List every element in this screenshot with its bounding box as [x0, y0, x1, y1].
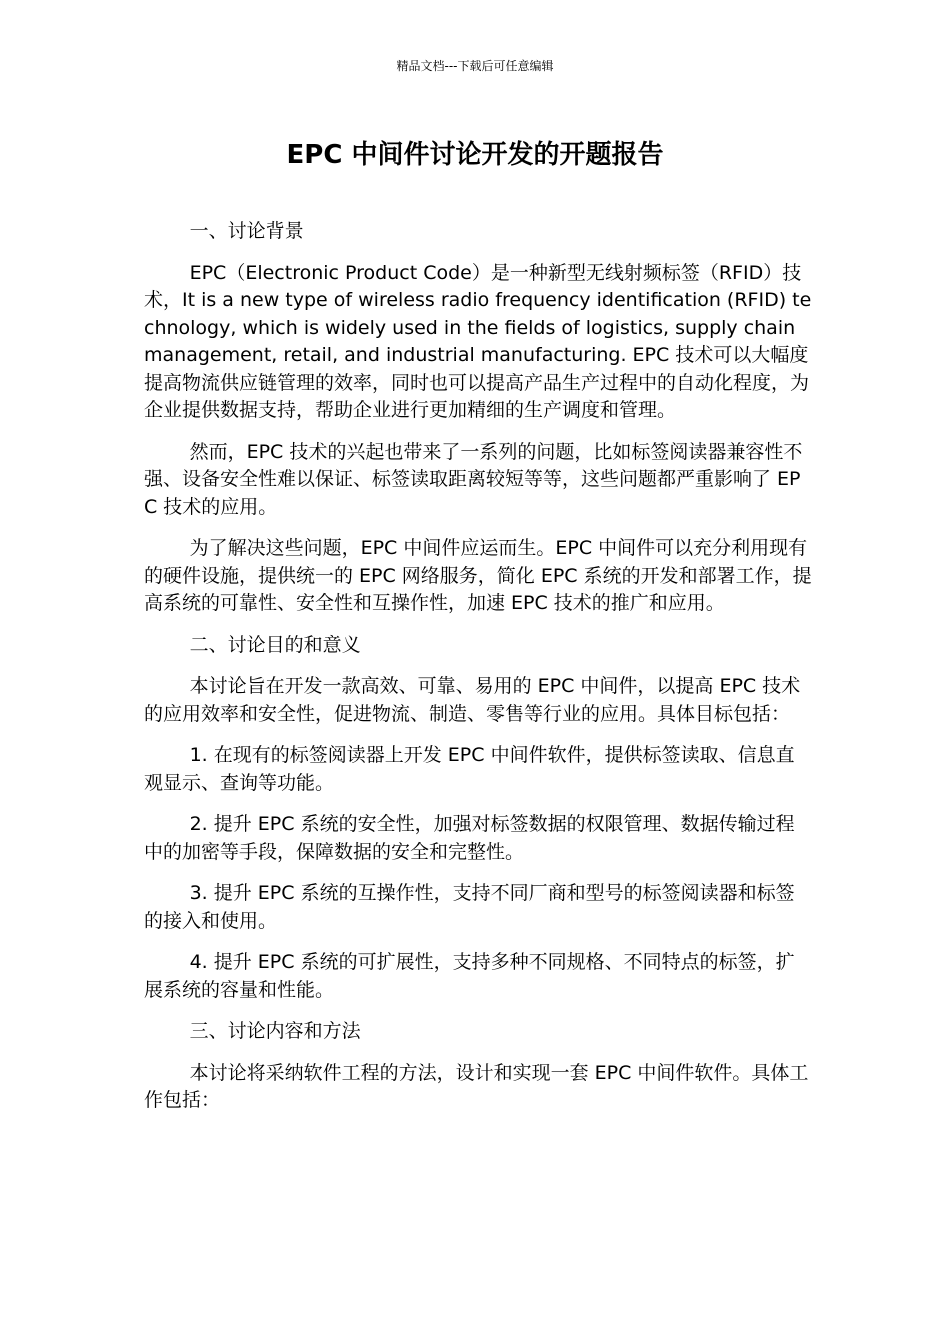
section-heading-background: 一、讨论背景 [189, 220, 304, 242]
section-heading-purpose: 二、讨论目的和意义 [189, 633, 361, 656]
header-note: 精品文档---下载后可任意编辑 [396, 59, 554, 73]
paragraph-content-method-1: 本讨论将采纳软件工程的方法，设计和实现一套 EPC 中间件软件。具体工作包括： [144, 1061, 809, 1111]
paragraph-background-1: EPC（Electronic Product Code）是一种新型无线射频标签（RFID）技术，It is a new type of wireless radio frequency identification (RFID) technology, which is widely used in the fields of logistics, supply chain management, retail, and industrial manufacturing. EPC 技术可以大幅度提高物流供应链管理的效率，同时也可以提高产品生产过程中的自动化程度，为企业提供数据支持，帮助企业进行更加精细的生产调度和管理。 [144, 261, 812, 421]
document-title: EPC 中间件讨论开发的开题报告 [286, 140, 664, 170]
paragraph-purpose-1: 本讨论旨在开发一款高效、可靠、易用的 EPC 中间件，以提高 EPC 技术的应用效率和安全性，促进物流、制造、零售等行业的应用。具体目标包括： [144, 675, 801, 725]
document-body [144, 218, 812, 1129]
section-heading-content-method: 三、讨论内容和方法 [189, 1020, 361, 1042]
list-item-goal-1: 1. 在现有的标签阅读器上开发 EPC 中间件软件，提供标签读取、信息直观显示、查询等功能。 [144, 744, 795, 794]
list-item-goal-2: 2. 提升 EPC 系统的安全性，加强对标签数据的权限管理、数据传输过程中的加密等手段，保障数据的安全和完整性。 [144, 813, 795, 863]
list-item-goal-4: 4. 提升 EPC 系统的可扩展性，支持多种不同规格、不同特点的标签，扩展系统的容量和性能。 [144, 951, 795, 1001]
paragraph-background-3: 为了解决这些问题，EPC 中间件应运而生。EPC 中间件可以充分利用现有的硬件设施，提供统一的 EPC 网络服务，简化 EPC 系统的开发和部署工作，提高系统的可靠性、安全性和互操作性，加速 EPC 技术的推广和应用。 [144, 537, 812, 614]
list-item-goal-3: 3. 提升 EPC 系统的互操作性，支持不同厂商和型号的标签阅读器和标签的接入和使用。 [144, 882, 795, 932]
paragraph-background-2: 然而，EPC 技术的兴起也带来了一系列的问题，比如标签阅读器兼容性不强、设备安全性难以保证、标签读取距离较短等等，这些问题都严重影响了 EPC 技术的应用。 [144, 440, 803, 518]
